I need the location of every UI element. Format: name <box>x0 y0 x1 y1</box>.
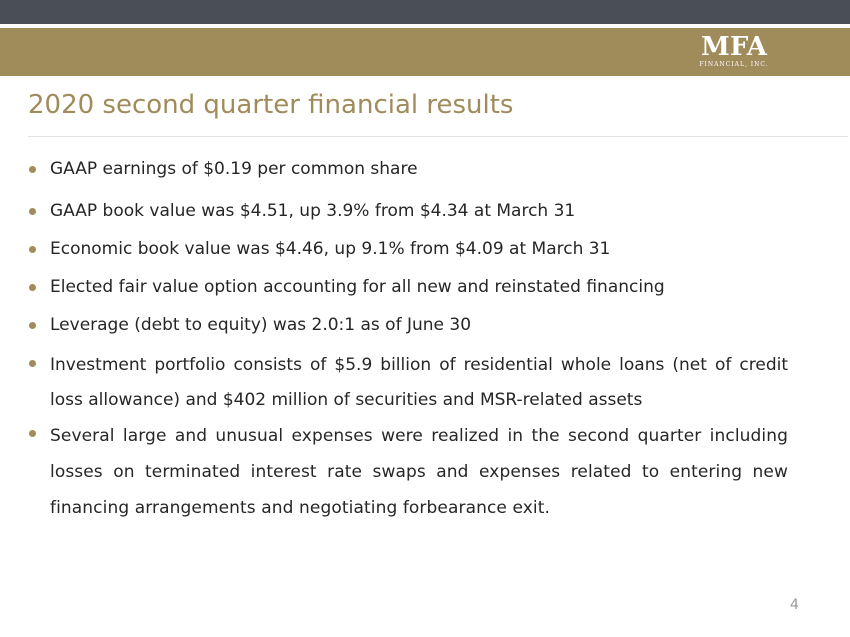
mfa-logo <box>696 34 772 68</box>
bullet-item <box>28 272 788 302</box>
bullet-item <box>28 310 788 340</box>
logo-subtitle: FINANCIAL, INC. <box>699 61 769 68</box>
bullet-text: Several large and unusual expenses were realized in the second quarter including losses on terminated interest rate swaps and expenses related to entering new financing arrangements and negotiating forbearance exit. <box>50 426 788 518</box>
bullet-dot-icon <box>29 430 36 437</box>
bullet-dot-icon <box>29 246 36 253</box>
bullet-item <box>28 154 788 184</box>
page-number: 4 <box>790 597 799 613</box>
bullet-text: GAAP earnings of $0.19 per common share <box>50 159 418 179</box>
bullet-text: Economic book value was $4.46, up 9.1% from $4.09 at March 31 <box>50 239 611 259</box>
bullet-item <box>28 418 788 526</box>
bullet-dot-icon <box>29 284 36 291</box>
slide-title: 2020 second quarter financial results <box>28 90 514 120</box>
bullet-text: GAAP book value was $4.51, up 3.9% from $4.34 at March 31 <box>50 201 576 221</box>
bullet-item <box>28 196 788 226</box>
bullet-dot-icon <box>29 166 36 173</box>
bullet-text: Investment portfolio consists of $5.9 billion of residential whole loans (net of credit loss allowance) and $402 million of securities and MSR-related assets <box>50 355 788 410</box>
title-divider <box>28 136 848 137</box>
bullet-list <box>28 154 788 526</box>
bullet-item <box>28 348 788 418</box>
logo-mark: MFA <box>701 32 767 62</box>
bullet-text: Leverage (debt to equity) was 2.0:1 as of June 30 <box>50 315 472 335</box>
bullet-item <box>28 234 788 264</box>
bullet-text: Elected fair value option accounting for all new and reinstated financing <box>50 277 665 297</box>
bullet-dot-icon <box>29 322 36 329</box>
header-dark-bar <box>0 0 850 24</box>
bullet-dot-icon <box>29 208 36 215</box>
bullet-dot-icon <box>29 360 36 367</box>
